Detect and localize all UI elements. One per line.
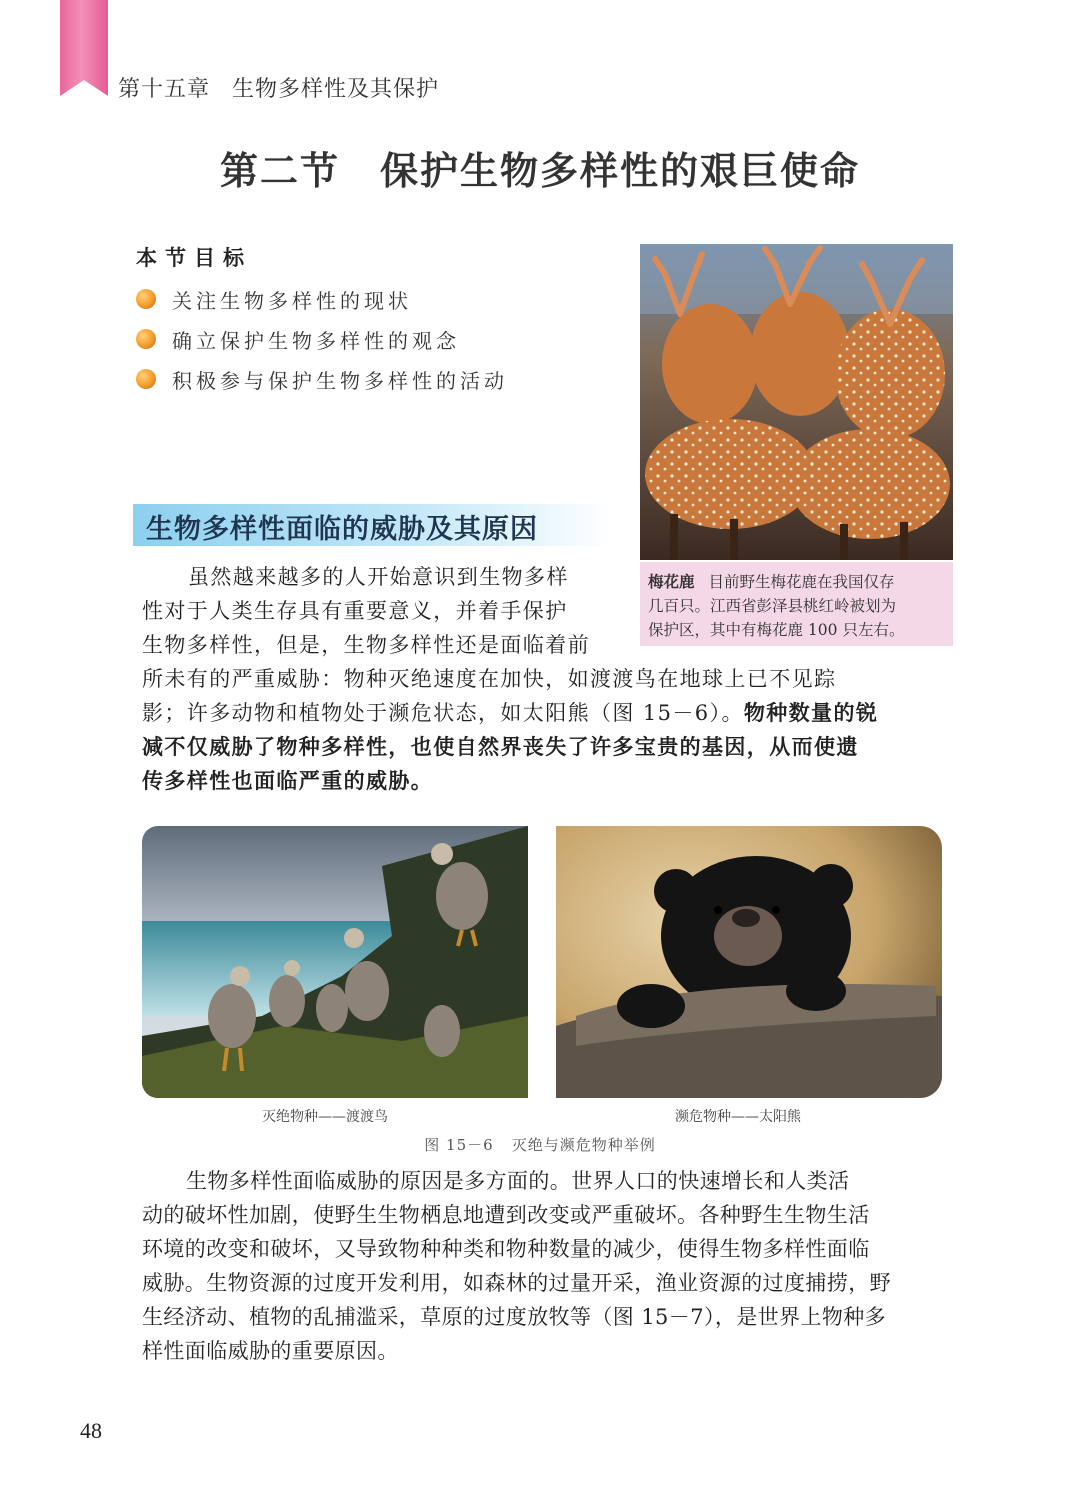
paragraph-2 <box>142 1164 940 1368</box>
bullet-dot-icon <box>136 329 156 349</box>
goal-text: 关注生物多样性的现状 <box>172 288 412 313</box>
subheading: 生物多样性面临的威胁及其原因 <box>146 514 538 545</box>
text-line-emphasis: 减不仅威胁了物种多样性，也使自然界丧失了许多宝贵的基因，从而使遗 <box>142 735 859 759</box>
sun-bear-photo <box>556 826 942 1098</box>
section-name: 保护生物多样性的艰巨使命 <box>380 149 861 193</box>
text-emphasis: 物种数量的锐 <box>743 701 879 725</box>
chapter-number: 第十五章 <box>118 77 211 102</box>
goal-text: 积极参与保护生物多样性的活动 <box>172 368 508 393</box>
chapter-title: 生物多样性及其保护 <box>232 77 440 102</box>
section-title <box>0 140 1080 195</box>
text-normal: 影；许多动物和植物处于濒危状态，如太阳熊（图 15－6）。 <box>142 701 744 725</box>
text-line: 性对于人类生存具有重要意义，并着手保护 <box>142 599 568 623</box>
figure-subcaption-left: 灭绝物种——渡渡鸟 <box>262 1109 388 1125</box>
text-line-emphasis: 传多样性也面临严重的威胁。 <box>142 769 434 793</box>
figure-title: 灭绝与濒危物种举例 <box>511 1136 656 1154</box>
page-number: 48 <box>80 1418 102 1443</box>
dodo-photo <box>142 826 528 1098</box>
text-line: 威胁。生物资源的过度开发利用，如森林的过量开采，渔业资源的过度捕捞，野 <box>142 1271 891 1295</box>
text-line: 动的破坏性加剧，使野生生物栖息地遭到改变或严重破坏。各种野生生物生活 <box>142 1203 870 1227</box>
goals-heading: 本节目标 <box>136 246 252 270</box>
text-line: 虽然越来越多的人开始意识到生物多样 <box>188 565 569 589</box>
figure-number: 图 15－6 <box>424 1136 494 1154</box>
chapter-ribbon <box>60 0 108 96</box>
sika-deer-photo <box>640 244 953 560</box>
caption-text: 保护区，其中有梅花鹿 100 只左右。 <box>648 621 905 639</box>
bullet-dot-icon <box>136 369 156 389</box>
goal-item <box>136 326 508 352</box>
text-line: 生物多样性面临威胁的原因是多方面的。世界人口的快速增长和人类活 <box>186 1169 850 1193</box>
section-number: 第二节 <box>219 149 340 193</box>
caption-text: 目前野生梅花鹿在我国仅存 <box>708 573 895 591</box>
section-goals <box>136 242 508 392</box>
paragraph-1 <box>142 560 940 798</box>
goal-text: 确立保护生物多样性的观念 <box>172 328 460 353</box>
bullet-dot-icon <box>136 289 156 309</box>
figure-caption <box>0 1134 1080 1155</box>
text-line: 生经济动、植物的乱捕滥采，草原的过度放牧等（图 15－7），是世界上物种多 <box>142 1305 887 1329</box>
text-line: 样性面临威胁的重要原因。 <box>142 1339 399 1363</box>
text-line: 环境的改变和破坏，又导致物种种类和物种数量的减少，使得生物多样性面临 <box>142 1237 870 1261</box>
caption-text: 几百只。江西省彭泽县桃红岭被划为 <box>648 597 897 615</box>
caption-title: 梅花鹿 <box>648 573 695 591</box>
goal-item <box>136 286 508 312</box>
goal-item <box>136 366 508 392</box>
figure-subcaption-right: 濒危物种——太阳熊 <box>675 1109 801 1125</box>
text-line: 所未有的严重威胁：物种灭绝速度在加快，如渡渡鸟在地球上已不见踪 <box>142 667 837 691</box>
text-line: 生物多样性，但是，生物多样性还是面临着前 <box>142 633 590 657</box>
chapter-header <box>118 72 439 103</box>
text-line <box>142 696 940 730</box>
